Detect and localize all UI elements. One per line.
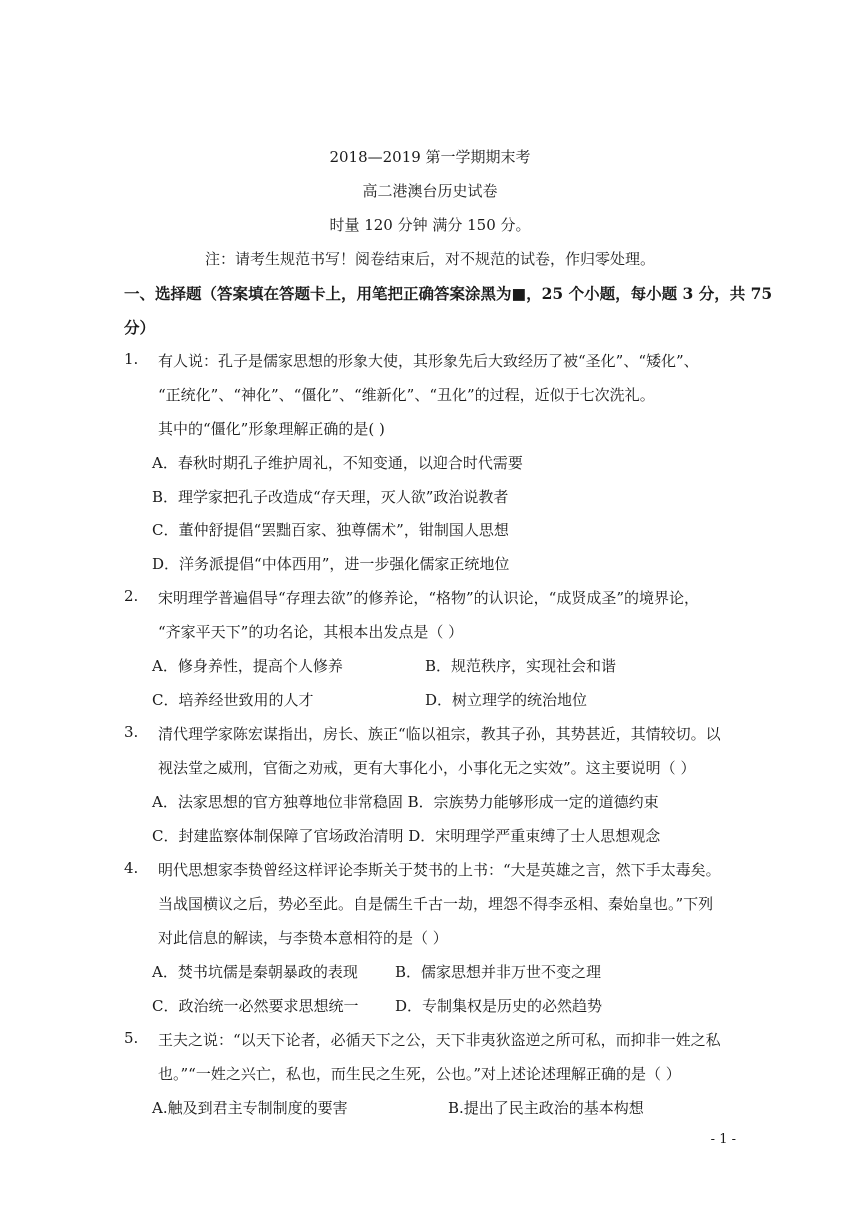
question-number: 4.	[124, 859, 139, 877]
option-a: A．焚书坑儒是秦朝暴政的表现	[152, 963, 358, 981]
option-c: C．培养经世致用的人才	[152, 691, 314, 709]
option-b: B．理学家把孔子改造成“存天理，灭人欲”政治说教者	[152, 488, 509, 506]
question-stem-line: 有人说：孔子是儒家思想的形象大使，其形象先后大致经历了被“圣化”、“矮化”、	[158, 352, 699, 370]
question-stem-line: 清代理学家陈宏谋指出，房长、族正“临以祖宗，教其子孙，其势甚近，其情较切。以	[158, 725, 721, 743]
option-c: C．政治统一必然要求思想统一	[152, 997, 359, 1015]
option-d: D．洋务派提倡“中体西用”，进一步强化儒家正统地位	[152, 555, 510, 573]
option-b: B.提出了民主政治的基本构想	[448, 1099, 644, 1117]
option-b: B．规范秩序，实现社会和谐	[425, 657, 617, 675]
section-title-continued: 分）	[124, 318, 156, 337]
question-stem-line: “正统化”、“神化”、“僵化”、“维新化”、“丑化”的过程，近似于七次洗礼。	[158, 386, 655, 404]
exam-time-info: 时量 120 分钟 满分 150 分。	[329, 216, 531, 234]
question-stem-line: 明代思想家李贽曾经这样评论李斯关于焚书的上书：“大是英雄之言，然下手太毒矣。	[158, 861, 721, 879]
option-b: B．儒家思想并非万世不变之理	[395, 963, 602, 981]
question-stem-line: 王夫之说：“以天下论者，必循天下之公，天下非夷狄盗逆之所可私，而抑非一姓之私	[158, 1031, 721, 1049]
question-number: 1.	[124, 350, 139, 368]
exam-notice: 注：请考生规范书写！阅卷结束后，对不规范的试卷，作归零处理。	[204, 250, 655, 268]
option-d: D．树立理学的统治地位	[425, 691, 588, 709]
option-a: A．春秋时期孔子维护周礼，不知变通，以迎合时代需要	[152, 454, 523, 472]
option-a-b: A．法家思想的官方独尊地位非常稳固 B．宗族势力能够形成一定的道德约束	[152, 793, 659, 811]
option-c: C．董仲舒提倡“罢黜百家、独尊儒术”，钳制国人思想	[152, 521, 509, 539]
question-stem-line: 其中的“僵化”形象理解正确的是( )	[158, 420, 385, 438]
section-title: 一、选择题（答案填在答题卡上，用笔把正确答案涂黑为■，25 个小题，每小题 3 分，共 75	[124, 284, 773, 303]
question-stem-line: 对此信息的解读，与李贽本意相符的是（ ）	[158, 929, 448, 947]
option-c-d: C．封建监察体制保障了官场政治清明 D．宋明理学严重束缚了士人思想观念	[152, 827, 661, 845]
option-a: A.触及到君主专制制度的要害	[152, 1099, 348, 1117]
question-number: 5.	[124, 1029, 139, 1047]
question-stem-line: 视法堂之威刑，官衙之劝戒，更有大事化小，小事化无之实效”。这主要说明（ ）	[158, 759, 696, 777]
option-d: D．专制集权是历史的必然趋势	[395, 997, 603, 1015]
question-number: 3.	[124, 723, 139, 741]
page-number: - 1 -	[710, 1132, 736, 1147]
question-stem-line: 宋明理学普遍倡导“存理去欲”的修养论，“格物”的认识论，“成贤成圣”的境界论，	[158, 589, 700, 607]
exam-title: 2018—2019 第一学期期末考	[329, 148, 531, 166]
option-a: A．修身养性，提高个人修养	[152, 657, 343, 675]
question-stem-line: 当战国横议之后，势必至此。自是儒生千古一劫，埋怨不得李丞相、秦始皇也。”下列	[158, 895, 714, 913]
question-number: 2.	[124, 587, 139, 605]
exam-subtitle: 高二港澳台历史试卷	[362, 182, 498, 200]
question-stem-line: “齐家平天下”的功名论，其根本出发点是（ ）	[158, 623, 464, 641]
question-stem-line: 也。”“一姓之兴亡，私也，而生民之生死，公也。”对上述论述理解正确的是（ ）	[158, 1065, 681, 1083]
